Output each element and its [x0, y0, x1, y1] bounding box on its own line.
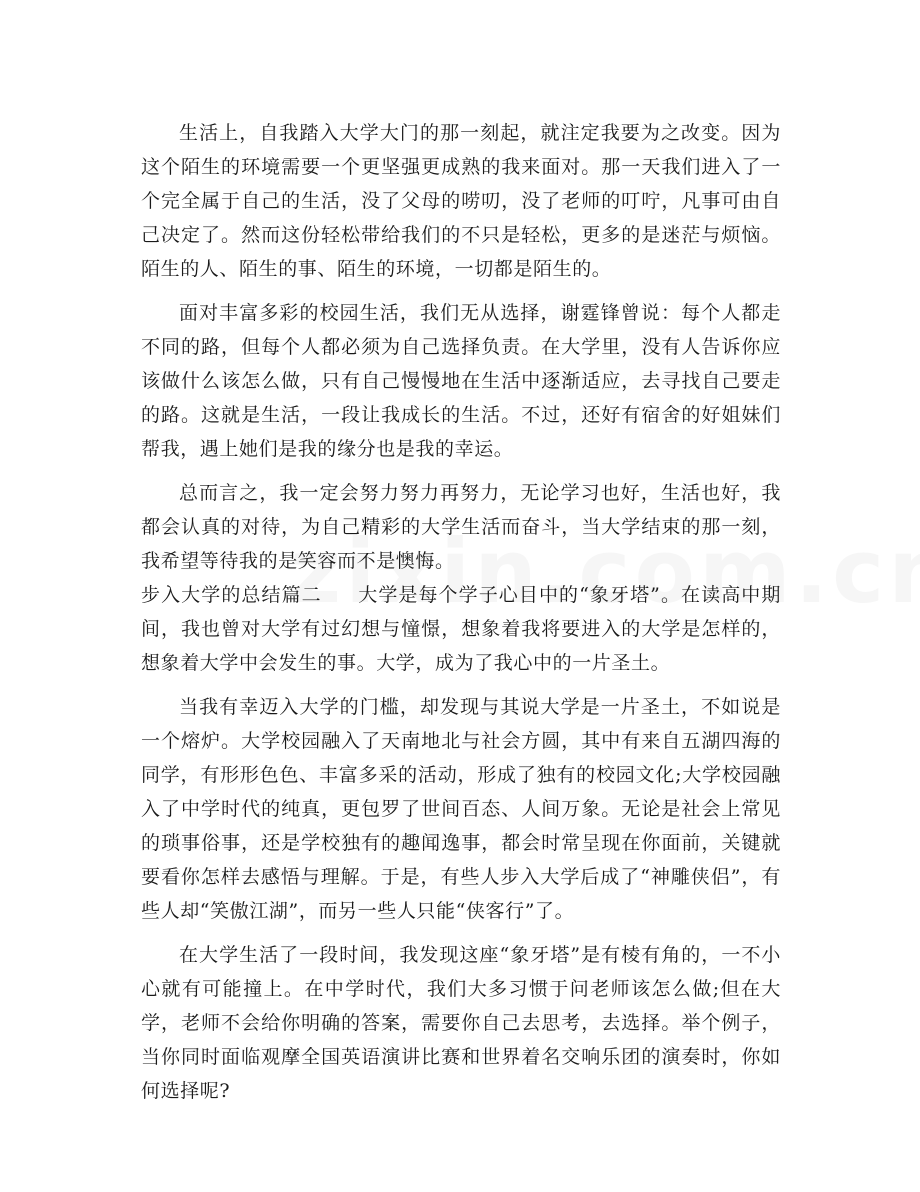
section-first-paragraph: 大学是每个学子心目中的“象牙塔”。在读高中期间，我也曾对大学有过幻想与憧憬，想象着我将要进入的大学是怎样的，想象着大学中会发生的事。大学，成为了我心中的一片圣土。 — [141, 584, 781, 674]
paragraph-2: 面对丰富多彩的校园生活，我们无从选择，谢霆锋曾说：每个人都走不同的路，但每个人都必须为自己选择负责。在大学里，没有人告诉你应该做什么该怎么做，只有自己慢慢地在生活中逐渐适应，去寻找自己要走的路。这就是生活，一段让我成长的生活。不过，还好有宿舍的好姐妹们帮我，遇上她们是我的缘分也是我的幸运。 — [141, 302, 781, 460]
document-body — [141, 116, 781, 1118]
section-paragraph — [141, 578, 781, 680]
paragraph-5: 当我有幸迈入大学的门槛，却发现与其说大学是一片圣土，不如说是一个熔炉。大学校园融入了天南地北与社会方圆，其中有来自五湖四海的同学，有形形色色、丰富多采的活动，形成了独有的校园文化;大学校园融入了中学时代的纯真，更包罗了世间百态、人间万象。无论是社会上常见的琐事俗事，还是学校独有的趣闻逸事，都会时常呈现在你面前，关键就要看你怎样去感悟与理解。于是，有些人步入大学后成了“神雕侠侣”，有些人却“笑傲江湖”，而另一些人只能“侠客行”了。 — [141, 696, 781, 922]
paragraph-1: 生活上，自我踏入大学大门的那一刻起，就注定我要为之改变。因为这个陌生的环境需要一个更坚强更成熟的我来面对。那一天我们进入了一个完全属于自己的生活，没了父母的唠叨，没了老师的叮咛，凡事可由自己决定了。然而这份轻松带给我们的不只是轻松，更多的是迷茫与烦恼。陌生的人、陌生的事、陌生的环境，一切都是陌生的。 — [141, 122, 781, 280]
section-title: 步入大学的总结篇二 — [141, 584, 322, 606]
paragraph-3: 总而言之，我一定会努力努力再努力，无论学习也好，生活也好，我都会认真的对待，为自己精彩的大学生活而奋斗，当大学结束的那一刻，我希望等待我的是笑容而不是懊悔。 — [141, 482, 781, 572]
paragraph-6: 在大学生活了一段时间，我发现这座“象牙塔”是有棱有角的，一不小心就有可能撞上。在中学时代，我们大多习惯于问老师该怎么做;但在大学，老师不会给你明确的答案，需要你自己去思考，去选择。举个例子，当你同时面临观摩全国英语演讲比赛和世界着名交响乐团的演奏时，你如何选择呢? — [141, 944, 781, 1102]
